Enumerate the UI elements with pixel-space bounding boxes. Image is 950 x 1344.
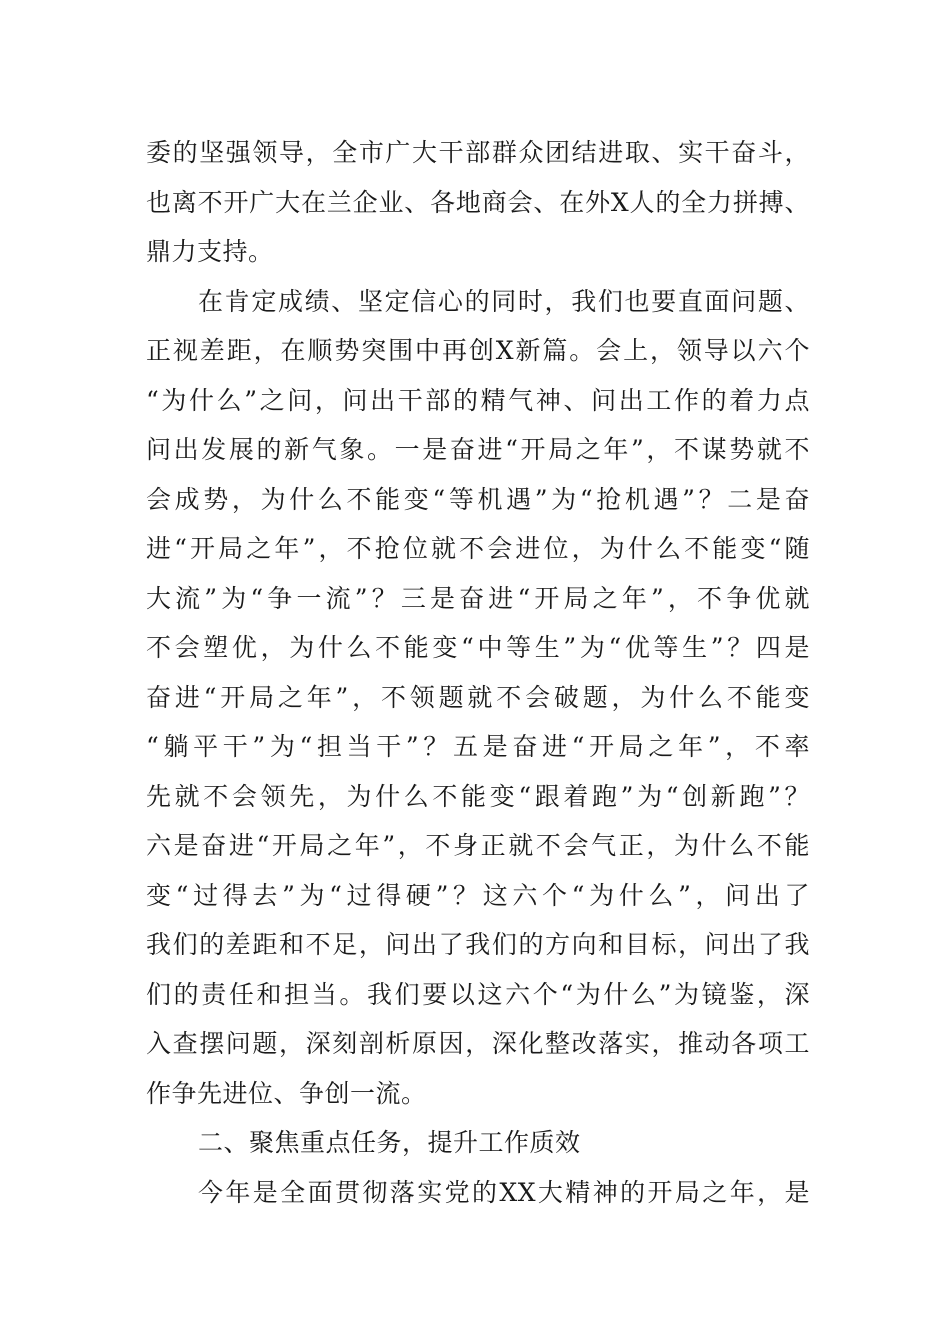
text-line-4: 在肯定成绩、坚定信心的同时，我们也要直面问题、 bbox=[198, 286, 810, 316]
text-line-18: 们的责任和担当。我们要以这六个“为什么”为镜鉴，深 bbox=[146, 979, 810, 1009]
text-line-5: 正视差距，在顺势突围中再创X新篇。会上，领导以六个 bbox=[146, 336, 810, 365]
text-line-1: 委的坚强领导，全市广大干部群众团结进取、实干奋斗， bbox=[146, 138, 810, 167]
text-line-19: 入查摆问题，深刻剖析原因，深化整改落实，推动各项工 bbox=[146, 1029, 810, 1058]
text-line-6: “为什么”之问，问出干部的精气神、问出工作的着力点 bbox=[146, 385, 810, 415]
text-line-22: 今年是全面贯彻落实党的XX大精神的开局之年，是 bbox=[198, 1177, 810, 1207]
text-line-8: 会成势，为什么不能变“等机遇”为“抢机遇”？二是奋 bbox=[146, 484, 810, 514]
text-line-20: 作争先进位、争创一流。 bbox=[146, 1078, 427, 1108]
body-text bbox=[146, 128, 810, 1217]
text-line-3: 鼎力支持。 bbox=[146, 237, 274, 266]
text-line-2: 也离不开广大在兰企业、各地商会、在外X人的全力拼搏、 bbox=[146, 187, 810, 217]
text-line-13: “躺平干”为“担当干”？五是奋进“开局之年”，不率 bbox=[146, 732, 810, 761]
text-line-11: 不会塑优，为什么不能变“中等生”为“优等生”？四是 bbox=[146, 633, 810, 662]
text-line-9: 进“开局之年”，不抢位就不会进位，为什么不能变“随 bbox=[146, 534, 810, 563]
text-line-17: 我们的差距和不足，问出了我们的方向和目标，问出了我 bbox=[146, 930, 810, 959]
text-line-12: 奋进“开局之年”，不领题就不会破题，为什么不能变 bbox=[146, 682, 810, 712]
section-heading: 二、聚焦重点任务，提升工作质效 bbox=[198, 1128, 581, 1157]
text-line-16: 变“过得去”为“过得硬”？这六个“为什么”，问出了 bbox=[146, 880, 810, 910]
text-line-7: 问出发展的新气象。一是奋进“开局之年”，不谋势就不 bbox=[146, 435, 810, 464]
text-line-14: 先就不会领先，为什么不能变“跟着跑”为“创新跑”？ bbox=[146, 781, 810, 811]
text-line-15: 六是奋进“开局之年”，不身正就不会气正，为什么不能 bbox=[146, 831, 810, 860]
text-line-10: 大流”为“争一流”？三是奋进“开局之年”，不争优就 bbox=[146, 583, 810, 613]
